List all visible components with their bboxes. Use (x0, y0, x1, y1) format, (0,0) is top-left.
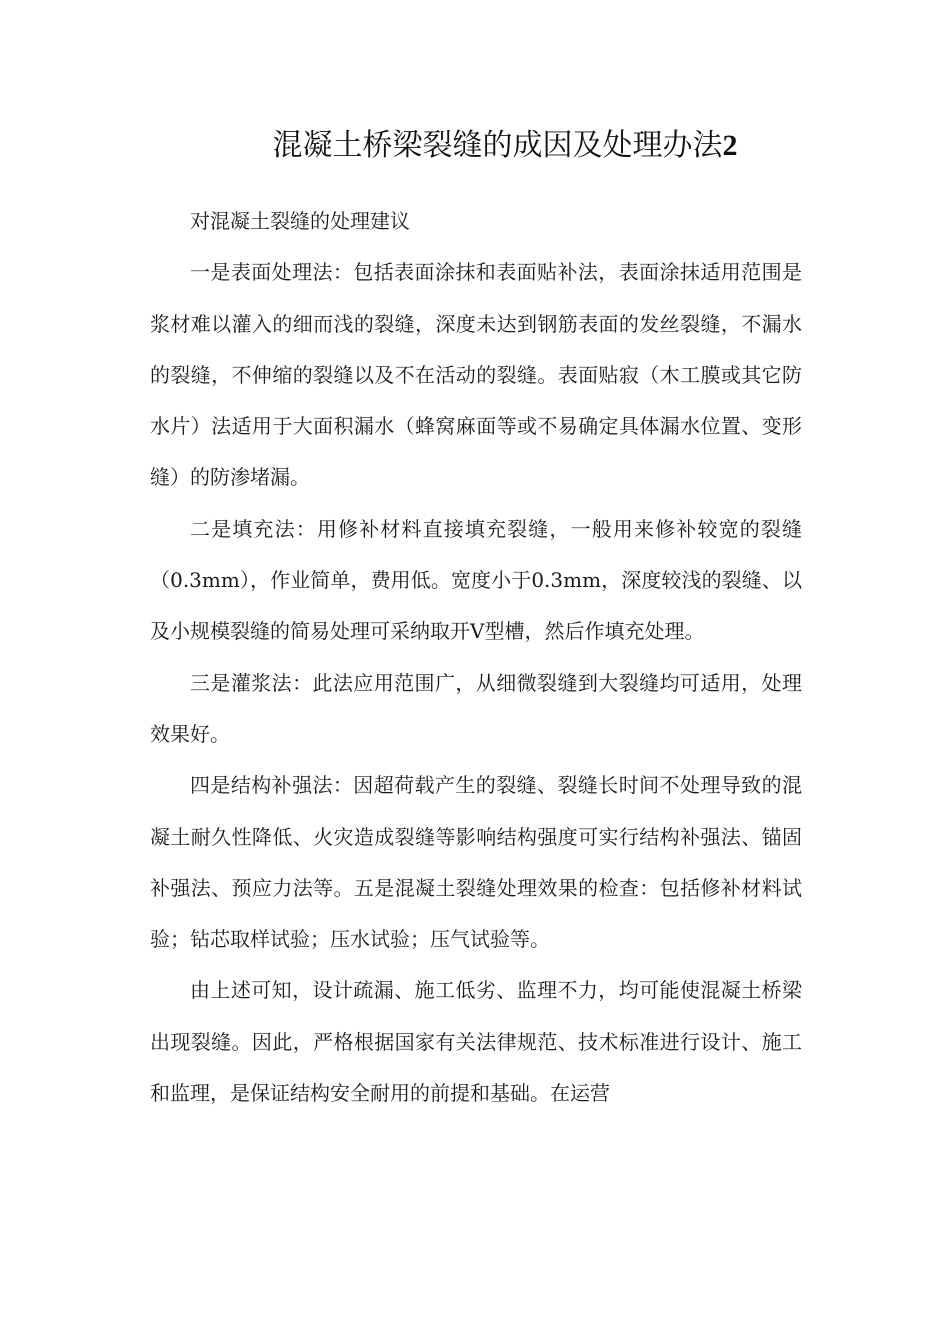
paragraph-filling-method: 二是填充法：用修补材料直接填充裂缝，一般用来修补较宽的裂缝（0.3mm），作业简单，费用低。宽度小于0.3mm，深度较浅的裂缝、以及小规模裂缝的简易处理可采纳取开V型槽，然后作填充处理。 (150, 516, 802, 644)
paragraph-surface-treatment: 一是表面处理法：包括表面涂抹和表面贴补法，表面涂抹适用范围是浆材难以灌入的细而浅的裂缝，深度未达到钢筋表面的发丝裂缝，不漏水的裂缝，不伸缩的裂缝以及不在活动的裂缝。表面贴寂（木工膜或其它防水片）法适用于大面积漏水（蜂窝麻面等或不易确定具体漏水位置、变形缝）的防渗堵漏。 (150, 260, 802, 490)
title-number: 2 (722, 129, 738, 162)
paragraph-structural-reinforcement: 四是结构补强法：因超荷载产生的裂缝、裂缝长时间不处理导致的混凝土耐久性降低、火灾造成裂缝等影响结构强度可实行结构补强法、锚固补强法、预应力法等。五是混凝土裂缝处理效果的检查：包括修补材料试验；钻芯取样试验；压水试验；压气试验等。 (150, 773, 802, 952)
paragraph-grouting-method: 三是灌浆法：此法应用范围广，从细微裂缝到大裂缝均可适用，处理效果好。 (150, 670, 802, 746)
document-body (150, 196, 802, 1119)
paragraph-conclusion: 由上述可知，设计疏漏、施工低劣、监理不力，均可能使混凝土桥梁出现裂缝。因此，严格根据国家有关法律规范、技术标准进行设计、施工和监理，是保证结构安全耐用的前提和基础。在运营 (150, 978, 802, 1106)
document-title (0, 120, 950, 164)
title-text: 混凝土桥梁裂缝的成因及处理办法 (272, 128, 723, 163)
paragraph-heading: 对混凝土裂缝的处理建议 (190, 209, 410, 233)
